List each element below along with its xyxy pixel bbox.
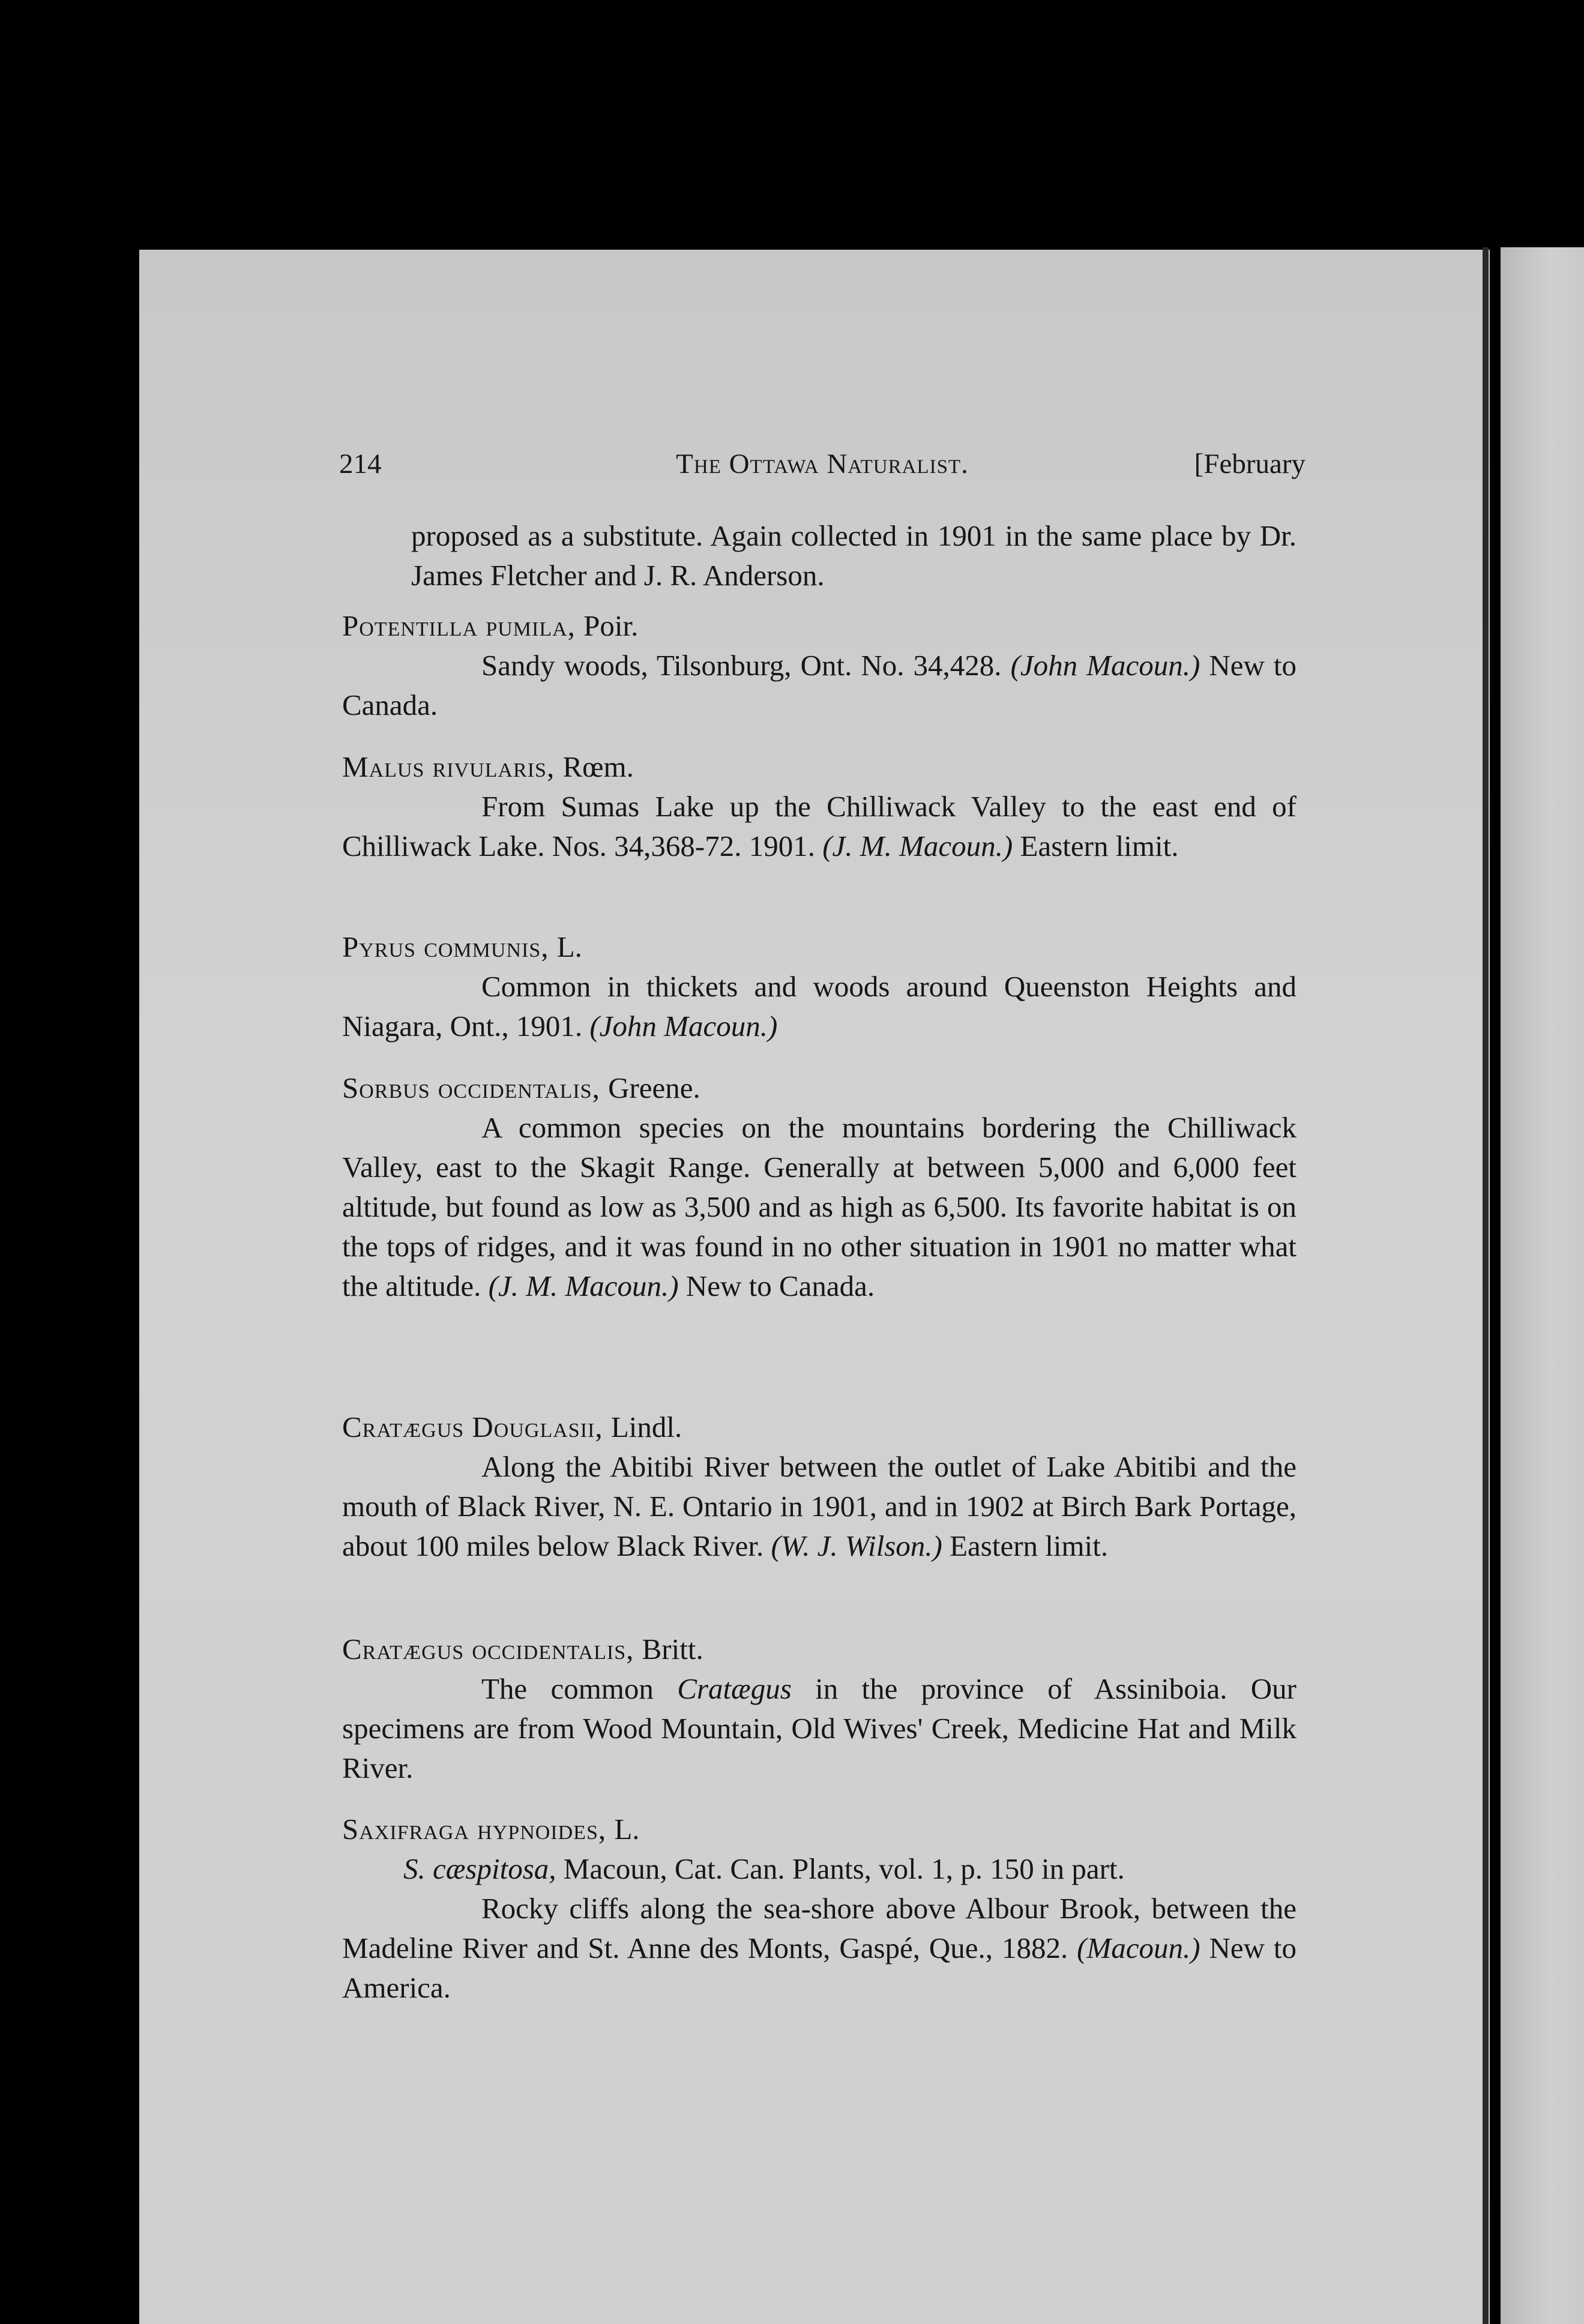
species-name: Sorbus occidentalis, [342,1071,600,1104]
species-description [342,1108,1296,1306]
species-name: Potentilla pumila, [342,609,576,642]
description-text: Along the Abitibi River between the outlet of Lake Abitibi and the mouth of Black River, N. E. Ontario in 1901, and in 1902 at Birch Bark Portage, about 100 miles below Black River. [342,1450,1296,1562]
collector: (W. J. Wilson.) [771,1529,942,1562]
species-description [342,967,1296,1046]
journal-title: The Ottawa Naturalist. [676,448,969,480]
entry-pyrus [342,927,1296,1046]
synonym-name: S. cæspitosa, [403,1852,556,1885]
facing-page-edge [1501,247,1584,2324]
species-author: Rœm. [562,750,634,783]
species-description [342,1669,1296,1788]
description-text: Rocky cliffs along the sea-shore above Albour Brook, between the Madeline River and St. Anne des Monts, Gaspé, Que., 1882. [342,1892,1296,1964]
entry-saxifraga [342,1810,1296,2008]
collector: (J. M. Macoun.) [488,1269,679,1302]
description-text: From Sumas Lake up the Chilliwack Valley to the east end of Chilliwack Lake. Nos. 34,368-72. 1901. [342,790,1296,862]
collector: (John Macoun.) [589,1010,778,1043]
species-heading [342,747,1296,787]
running-head [339,444,1305,486]
distribution-note: New to Canada. [685,1269,875,1302]
species-author: L. [556,930,582,963]
species-heading [342,1810,1296,1849]
entry-potentilla [342,606,1296,725]
distribution-note: Eastern limit. [950,1529,1109,1562]
distribution-note: New to Canada. [342,649,1297,721]
description-text: A common species on the mountains bordering the Chilliwack Valley, east to the Skagit Range. Generally at between 5,000 and 6,000 feet altitude, but found as low as 3,500 and as high as 6,500. Its favorite habitat is on the tops of ridges, and it was found in no other situation in 1901 no matter what the altitude. [342,1111,1296,1302]
species-author: Greene. [608,1071,700,1104]
species-name: Cratægus Douglasii, [342,1410,603,1443]
distribution-note: New to America. [342,1931,1297,2004]
species-heading [342,1068,1296,1108]
collector: (Macoun.) [1077,1931,1200,1964]
species-author: Britt. [642,1633,703,1666]
collector: (J. M. Macoun.) [822,829,1013,862]
species-heading [342,927,1296,967]
species-author: Poir. [583,609,639,642]
description-text: Common in thickets and woods around Queenston Heights and Niagara, Ont., 1901. [342,970,1296,1043]
species-author: Lindl. [610,1410,682,1443]
species-heading [342,1630,1296,1669]
issue-month: [February [1194,448,1305,480]
species-description [342,787,1296,866]
synonym-line [342,1849,1296,1889]
species-heading [342,1407,1296,1447]
description-text: Sandy woods, Tilsonburg, Ont. No. 34,428. [481,649,1002,682]
species-description [342,1889,1296,2008]
continuation-paragraph [411,516,1296,595]
species-name: Pyrus communis, [342,930,549,963]
synonym-reference: Macoun, Cat. Can. Plants, vol. 1, p. 150 in part. [563,1852,1125,1885]
entry-malus [342,747,1296,866]
species-author: L. [614,1813,640,1846]
species-name: Saxifraga hypnoides, [342,1813,607,1846]
description-text: The common [481,1672,654,1705]
entry-crataegus-occidentalis [342,1630,1296,1788]
entry-sorbus [342,1068,1296,1306]
species-name: Malus rivularis, [342,750,555,783]
page-edge [1483,247,1489,2324]
page-number: 214 [339,448,382,480]
species-description [342,1447,1296,1566]
description-text-continued: in the province of Assiniboia. Our specimens are from Wood Mountain, Old Wives' Creek, Medicine Hat and Milk River. [342,1672,1296,1784]
distribution-note: Eastern limit. [1020,829,1179,862]
species-name: Cratægus occidentalis, [342,1633,634,1666]
genus-term: Cratægus [677,1672,792,1705]
collector: (John Macoun.) [1010,649,1200,682]
species-description [342,646,1296,725]
entry-crataegus-douglasii [342,1407,1296,1566]
species-heading [342,606,1296,646]
continuation-text: proposed as a substitute. Again collected in 1901 in the same place by Dr. James Fletcher and J. R. Anderson. [411,519,1296,592]
